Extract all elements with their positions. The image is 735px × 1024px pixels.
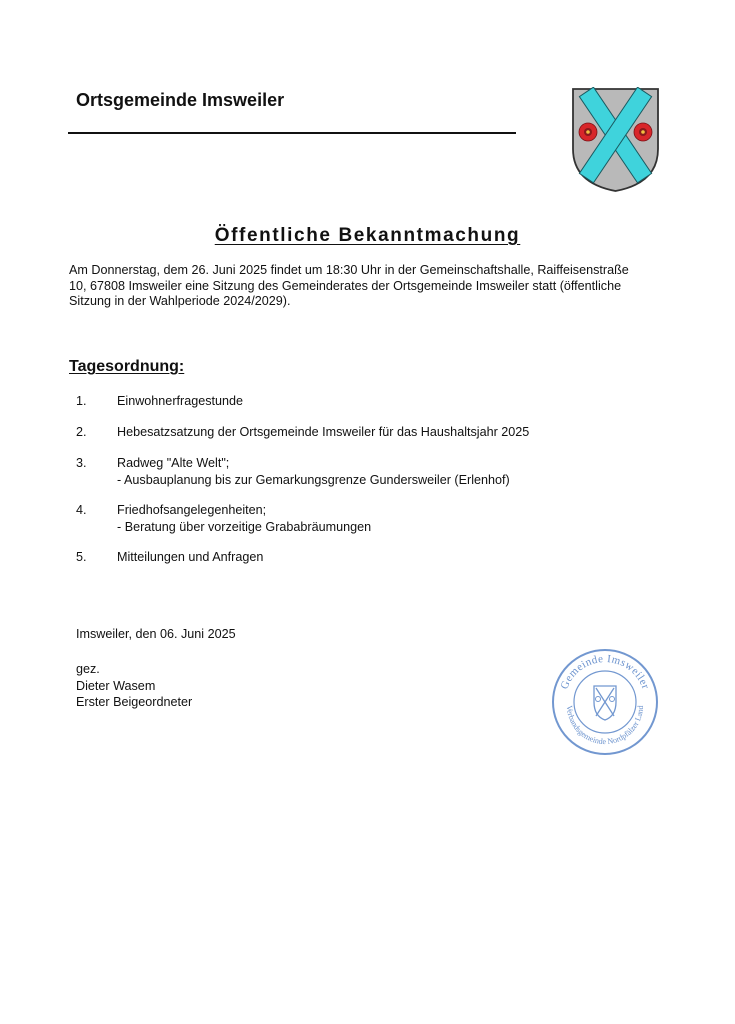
place-date: Imsweiler, den 06. Juni 2025 (76, 627, 236, 641)
signatory-name: Dieter Wasem (76, 678, 156, 693)
agenda-item-text: Mitteilungen und Anfragen (117, 550, 264, 564)
intro-paragraph (69, 263, 679, 310)
signature-block (76, 661, 192, 711)
agenda-item (76, 424, 636, 441)
header-divider (68, 132, 516, 134)
agenda-item-number: 1. (76, 394, 87, 408)
svg-text:Verbandsgemeinde Nordpfälzer L (565, 705, 645, 746)
agenda-item (76, 455, 636, 488)
seal-bottom-text: Verbandsgemeinde Nordpfälzer Land (564, 705, 646, 747)
intro-line: 10, 67808 Imsweiler eine Sitzung des Gemeinderates der Ortsgemeinde Imsweiler statt (öffentliche (69, 278, 622, 293)
intro-line: Sitzung in der Wahlperiode 2024/2029). (69, 294, 291, 308)
coat-of-arms-icon (571, 87, 660, 193)
notice-title: Öffentliche Bekanntmachung (214, 225, 521, 246)
agenda-item-number: 2. (76, 425, 87, 439)
signed-abbrev: gez. (76, 662, 100, 676)
agenda-item-text: Einwohnerfragestunde (117, 394, 244, 408)
agenda-item-text: Hebesatzsatzung der Ortsgemeinde Imsweiler für das Haushaltsjahr 2025 (117, 425, 530, 439)
agenda-item-number: 5. (76, 550, 87, 564)
agenda-item (76, 549, 636, 566)
signatory-role: Erster Beigeordneter (76, 695, 193, 709)
agenda-item (76, 393, 636, 410)
agenda-item-subtext: - Beratung über vorzeitige Grababräumungen (117, 519, 372, 534)
official-seal-stamp (548, 646, 662, 758)
agenda-item (76, 502, 636, 535)
intro-line: Am Donnerstag, dem 26. Juni 2025 findet um 18:30 Uhr in der Gemeinschaftshalle, Raiffeisenstraße (69, 263, 629, 277)
agenda-item-subtext: - Ausbauplanung bis zur Gemarkungsgrenze Gundersweiler (Erlenhof) (117, 472, 510, 487)
agenda-item-text: Friedhofsangelegenheiten; (117, 503, 267, 517)
seal-top-text: Gemeinde Imsweiler (558, 652, 652, 692)
organization-name: Ortsgemeinde Imsweiler (76, 90, 285, 110)
agenda-item-number: 4. (76, 503, 87, 517)
agenda-item-number: 3. (76, 456, 87, 470)
agenda-heading: Tagesordnung: (69, 358, 185, 375)
agenda-item-text: Radweg "Alte Welt"; (117, 456, 230, 470)
